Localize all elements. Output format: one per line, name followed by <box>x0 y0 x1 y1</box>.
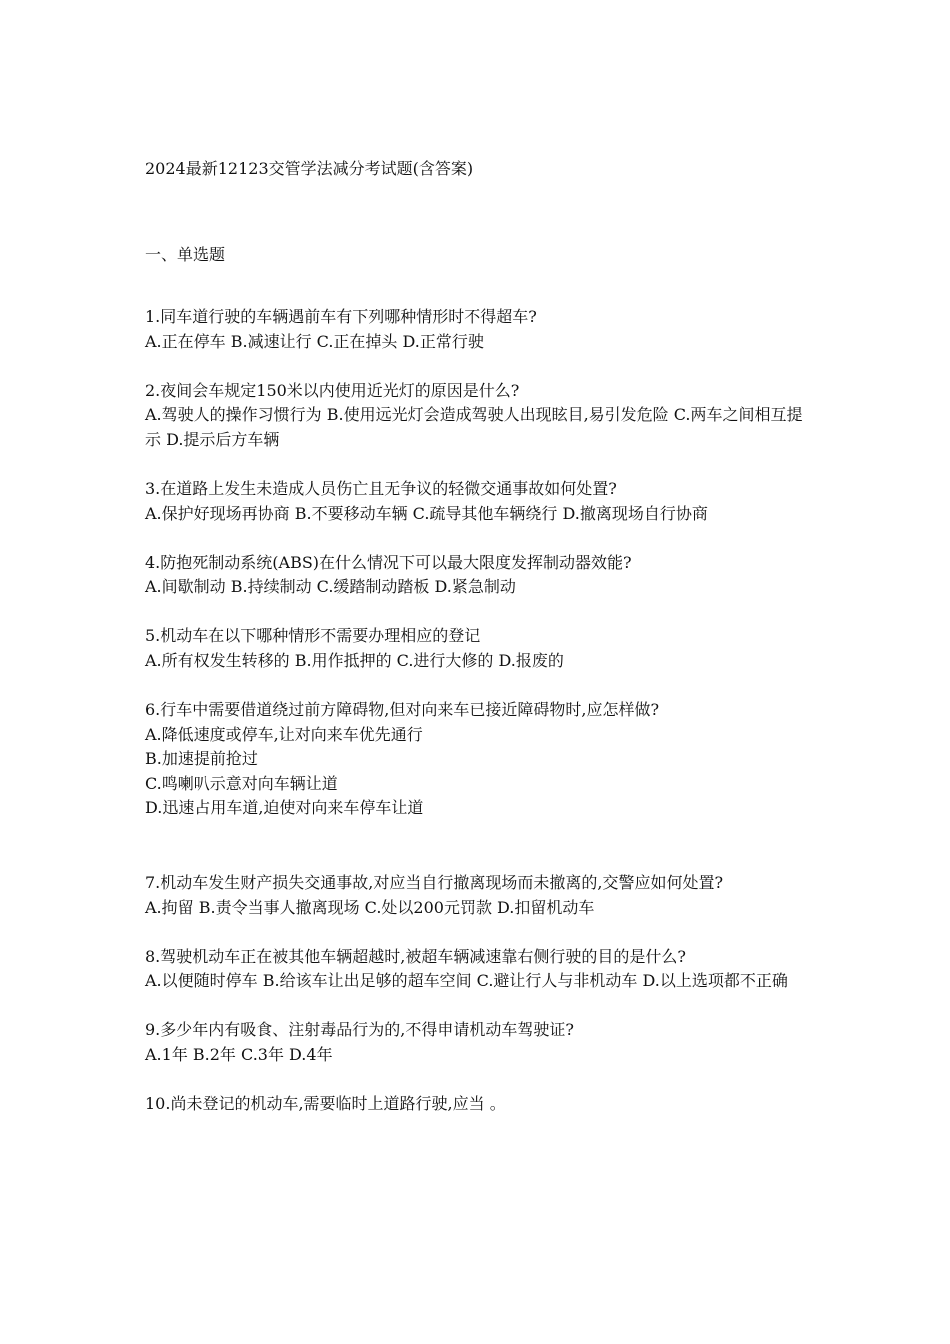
question-list <box>145 305 810 1117</box>
question-options: A.1年 B.2年 C.3年 D.4年 <box>145 1044 333 1064</box>
question-options: A.保护好现场再协商 B.不要移动车辆 C.疏导其他车辆绕行 D.撤离现场自行协商 <box>145 503 708 523</box>
question-text: 3.在道路上发生未造成人员伤亡且无争议的轻微交通事故如何处置? <box>145 478 617 498</box>
question-text: 2.夜间会车规定150米以内使用近光灯的原因是什么? <box>145 380 520 400</box>
document-page <box>145 157 810 1141</box>
question-options: A.所有权发生转移的 B.用作抵押的 C.进行大修的 D.报废的 <box>145 650 564 670</box>
question-options: A.拘留 B.责令当事人撤离现场 C.处以200元罚款 D.扣留机动车 <box>145 897 595 917</box>
question-text: 1.同车道行驶的车辆遇前车有下列哪种情形时不得超车? <box>145 307 537 326</box>
question-text: 10.尚未登记的机动车,需要临时上道路行驶,应当 。 <box>145 1094 506 1114</box>
question-3 <box>145 477 810 526</box>
question-7 <box>145 871 810 920</box>
question-option-c: C.鸣喇叭示意对向车辆让道 <box>145 773 338 793</box>
question-1 <box>145 305 810 354</box>
question-options: A.驾驶人的操作习惯行为 B.使用远光灯会造成驾驶人出现眩目,易引发危险 C.两车之间相互提示 D.提示后方车辆 <box>145 405 803 449</box>
question-options: A.以便随时停车 B.给该车让出足够的超车空间 C.避让行人与非机动车 D.以上选项都不正确 <box>145 971 788 991</box>
question-10 <box>145 1092 810 1117</box>
document-title: 2024最新12123交管学法减分考试题(含答案) <box>145 159 474 178</box>
question-option-b: B.加速提前抢过 <box>145 749 258 769</box>
question-text: 6.行车中需要借道绕过前方障碍物,但对向来车已接近障碍物时,应怎样做? <box>145 700 660 720</box>
question-9 <box>145 1018 810 1067</box>
question-5 <box>145 624 810 673</box>
question-text: 8.驾驶机动车正在被其他车辆超越时,被超车辆减速靠右侧行驶的目的是什么? <box>145 946 686 966</box>
question-text: 4.防抱死制动系统(ABS)在什么情况下可以最大限度发挥制动器效能? <box>145 552 632 572</box>
section-heading: 一、单选题 <box>145 245 226 264</box>
question-options: A.间歇制动 B.持续制动 C.缓踏制动踏板 D.紧急制动 <box>145 577 516 597</box>
question-text: 9.多少年内有吸食、注射毒品行为的,不得申请机动车驾驶证? <box>145 1020 574 1040</box>
question-8 <box>145 945 810 994</box>
question-6 <box>145 698 810 821</box>
question-options: A.正在停车 B.减速让行 C.正在掉头 D.正常行驶 <box>145 331 484 351</box>
question-option-d: D.迅速占用车道,迫使对向来车停车让道 <box>145 798 424 818</box>
question-2 <box>145 379 810 453</box>
question-text: 5.机动车在以下哪种情形不需要办理相应的登记 <box>145 626 481 646</box>
question-4 <box>145 551 810 600</box>
question-text: 7.机动车发生财产损失交通事故,对应当自行撤离现场而未撤离的,交警应如何处置? <box>145 873 724 892</box>
question-option-a: A.降低速度或停车,让对向来车优先通行 <box>145 724 423 744</box>
